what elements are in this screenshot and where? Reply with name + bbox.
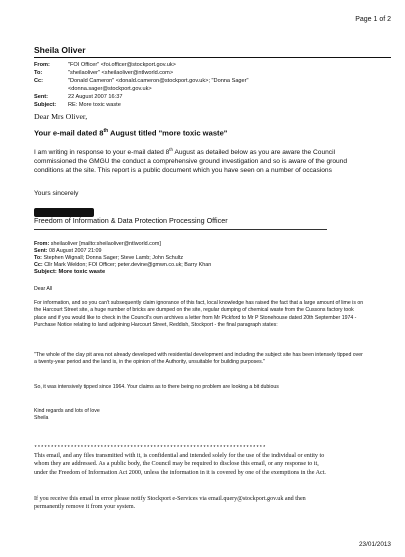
subject-heading-part2: August titled "more toxic waste"	[108, 128, 228, 138]
original-name: Sheila	[34, 415, 49, 421]
fw-cc-label: Cc:	[34, 262, 43, 268]
sent-value: 22 August 2007 16:37	[68, 94, 123, 100]
header-from	[34, 62, 176, 68]
fw-to-value: Stephen Wignall; Donna Sager; Steve Lamb; John Schultz	[43, 255, 184, 261]
header-to	[34, 70, 173, 76]
fw-sent-value: 08 August 2007 21:09	[48, 248, 102, 254]
closing: Yours sincerely	[34, 190, 79, 197]
footer-date: 23/01/2013	[359, 541, 391, 548]
original-paragraph-2: So, it was intensively tipped since 1964. Your claims as to there being no problem are looking a bit dubious	[34, 384, 279, 390]
fw-sent-label: Sent:	[34, 248, 48, 254]
disclaimer-2: If you receive this email in error please notify Stockport e-Services via email.query@stockport.gov.uk and then permanently remove it from your system.	[34, 496, 306, 511]
subject-heading-part1: Your e-mail dated 8	[34, 128, 104, 138]
subject-value: RE: More toxic waste	[68, 102, 121, 108]
fw-from-value: sheilaoliver [mailto:sheilaoliver@ntlworld.com]	[50, 241, 161, 247]
fw-subject	[34, 269, 105, 275]
cc-label: Cc:	[34, 78, 44, 84]
signature-title: Freedom of Information & Data Protection Processing Officer	[34, 216, 228, 225]
fw-subject-value: More toxic waste	[58, 269, 106, 275]
subject-label: Subject:	[34, 102, 57, 108]
salutation: Dear Mrs Oliver,	[34, 112, 88, 121]
body-part2: August as detailed below as you are aware the Council commissioned the GMGU the conduct a comprehensive ground investigation and so is aware of the ground conditions at the site. This report is a public document which you have seen on a number of occasions	[34, 149, 348, 174]
cc-value-2: <donna.sager@stockport.gov.uk>	[68, 86, 152, 92]
fw-sent	[34, 248, 101, 254]
separator-stars: **********************************************************************	[34, 445, 266, 451]
fw-cc-value: Cllr Mark Weldon; FOI Officer; peter.devine@gmwn.co.uk; Barry Khan	[44, 262, 212, 268]
sender-name: Sheila Oliver	[34, 45, 86, 55]
header-sent	[34, 94, 122, 100]
fw-cc	[34, 262, 211, 268]
fw-from-label: From:	[34, 241, 50, 247]
header-cc-cont	[34, 86, 152, 92]
sent-label: Sent:	[34, 94, 48, 100]
fw-to	[34, 255, 183, 261]
body-sup: th	[169, 147, 174, 152]
original-quote: "The whole of the clay pit area not already developed with residential development and including the subject site has been intensely tipped over a twenty-year period and the land is, in the opinion of the Authority, unsuitable for building purposes."	[34, 352, 363, 366]
header-cc	[34, 78, 249, 84]
signature-rule	[34, 229, 327, 230]
cc-value-1: "Donald Cameron" <donald.cameron@stockport.gov.uk>; "Donna Sager"	[68, 78, 249, 84]
disclaimer-1: This email, and any files transmitted with it, is confidential and intended solely for the use of the individual or entity to whom they are addressed. As a public body, the Council may be required to disclose this email, or any response to it, under the Freedom of Information Act 2000, unless the information in it is covered by one of the exemptions in the Act.	[34, 453, 326, 476]
original-paragraph-1: For information, and so you can't subsequently claim ignorance of this fact, local knowledge has raised the fact that a large amount of lime is on the Harcourt Street site, a huge number of bricks are dumped on the site, regular dumping of chemical waste from the Cussons factory took place and if you would like to check in the Council's own archives a letter from Mr Pickford to Mr P Stonehouse dated 20th September 1974 - Purchase Notice relating to land adjoining Harcourt Street, Reddish, Stockport - the final paragraph states:	[34, 300, 364, 329]
original-signoff: Kind regards and lots of love	[34, 408, 100, 414]
header-rule	[34, 57, 391, 58]
subject-heading-sup: th	[103, 128, 109, 134]
fw-to-label: To:	[34, 255, 42, 261]
fw-from	[34, 241, 161, 247]
subject-heading	[34, 128, 227, 138]
from-label: From:	[34, 62, 50, 68]
page-number: Page 1 of 2	[355, 16, 391, 23]
fw-subject-label: Subject:	[34, 269, 57, 275]
body-paragraph	[34, 146, 369, 176]
from-value: "FOI Officer" <foi.officer@stockport.gov.uk>	[68, 62, 176, 68]
to-value: "sheilaoliver" <sheilaoliver@ntlworld.com>	[68, 70, 174, 76]
header-subject	[34, 102, 121, 108]
original-greeting: Dear All	[34, 286, 53, 292]
to-label: To:	[34, 70, 43, 76]
body-part1: I am writing in response to your e-mail dated 8	[34, 149, 170, 157]
